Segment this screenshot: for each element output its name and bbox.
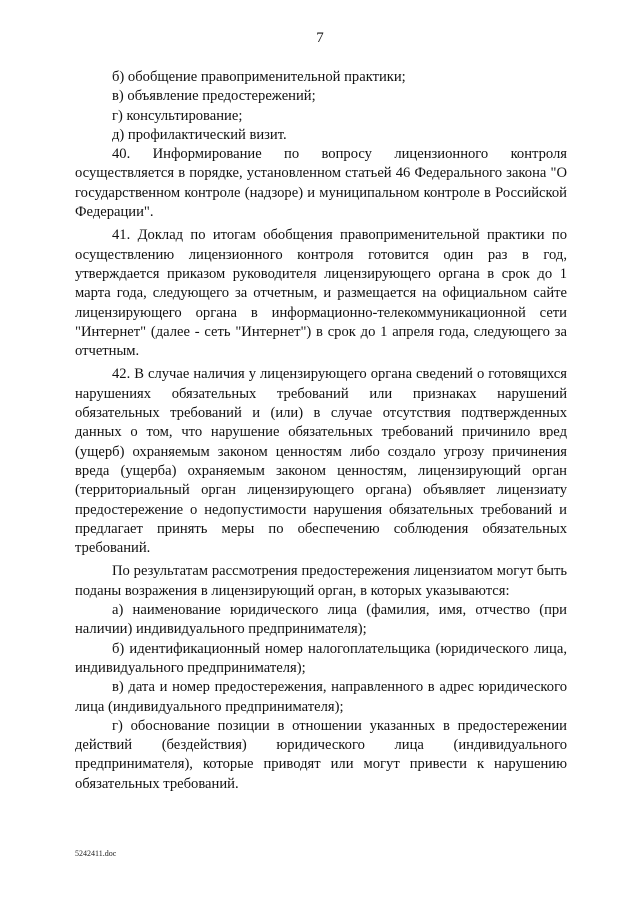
page-number: 7 <box>316 30 324 46</box>
list-item-d: д) профилактический визит. <box>112 126 287 143</box>
list-item-b: б) обобщение правоприменительной практики; <box>112 69 406 85</box>
list-item-g: г) консультирование; <box>112 107 243 124</box>
objection-item-b: б) идентификационный номер налогоплательщика (юридического лица, индивидуального предпринимателя); <box>75 640 567 676</box>
objection-item-g: г) обоснование позиции в отношении указанных в предостережении действий (бездействия) юридического лица (индивидуального предпринимателя), которые приводят или могут привести к нарушению обязательных требований. <box>75 717 567 792</box>
document-body <box>75 68 567 794</box>
paragraph-42: 42. В случае наличия у лицензирующего органа сведений о готовящихся нарушениях обязательных требований или признаках нарушений обязательных требований и (или) в случае отсутствия подтвержденных данных о том, что нарушение обязательных требований причинило вред (ущерб) охраняемым законом ценностям либо создало угрозу причинения вреда (ущерба) охраняемым законом ценностям, лицензирующий орган (территориальный орган лицензирующего органа) объявляет лицензиату предостережение о недопустимости нарушения обязательных требований и предлагает принять меры по обеспечению соблюдения обязательных требований. <box>75 366 567 557</box>
document-filename: 5242411.doc <box>75 849 117 858</box>
objection-item-v: в) дата и номер предостережения, направленного в адрес юридического лица (индивидуального предпринимателя); <box>75 679 567 715</box>
objections-intro: По результатам рассмотрения предостережения лицензиатом могут быть поданы возражения в лицензирующий орган, в которых указываются: <box>75 563 567 599</box>
paragraph-41: 41. Доклад по итогам обобщения правоприменительной практики по осуществлению лицензионного контроля готовится один раз в год, утверждается приказом руководителя лицензирующего органа в срок до 1 марта года, следующего за отчетным, и размещается на официальном сайте лицензирующего органа в информационно-телекоммуникационной сети "Интернет" (далее - сеть "Интернет") в срок до 1 апреля года, следующего за отчетным. <box>75 227 567 360</box>
paragraph-40: 40. Информирование по вопросу лицензионного контроля осуществляется в порядке, установленном статьей 46 Федерального закона "О государственном контроле (надзоре) и муниципальном контроле в Российской Федерации". <box>75 146 567 221</box>
list-item-v: в) объявление предостережений; <box>112 88 316 105</box>
objection-item-a: а) наименование юридического лица (фамилия, имя, отчество (при наличии) индивидуального предпринимателя); <box>75 602 567 638</box>
